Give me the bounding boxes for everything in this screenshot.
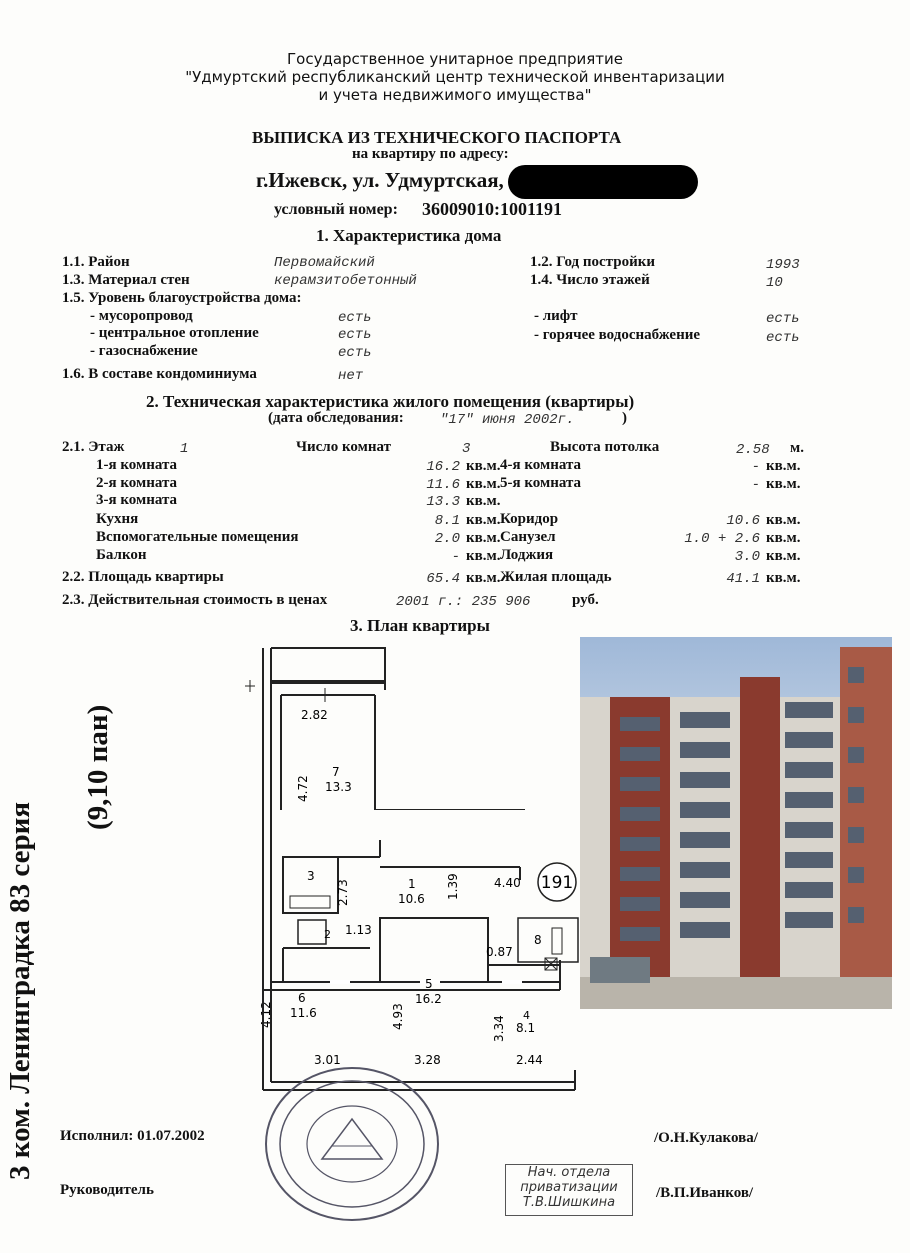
district-label: 1.1. Район [62, 254, 130, 270]
lift-value: есть [766, 311, 800, 327]
building-photo [580, 637, 892, 1009]
r6-number: 6 [298, 991, 306, 1005]
executor-name: /О.Н.Кулакова/ [654, 1130, 758, 1146]
aux-value: 2.0 [434, 531, 460, 547]
balcony-unit: кв.м. [466, 548, 501, 564]
cost-unit: руб. [572, 592, 599, 608]
room3-label: 3-я комната [96, 492, 178, 508]
executed-label: Исполнил: 01.07.2002 [60, 1128, 205, 1144]
r4-area: 8.1 [516, 1021, 536, 1035]
floor-value: 1 [180, 441, 189, 457]
stamp-line-1: Нач. отдела [527, 1165, 611, 1180]
r1-width: 4.40 [494, 876, 521, 890]
org-line-2: "Удмуртский республиканский центр технической инвентаризации [185, 68, 725, 86]
r5-height: 4.93 [391, 1003, 405, 1030]
r7-height: 4.72 [296, 775, 310, 802]
r1-height: 1.39 [446, 873, 460, 900]
heating-value: есть [338, 327, 372, 343]
total-label: 2.2. Площадь квартиры [62, 569, 224, 585]
gas-label: - газоснабжение [90, 343, 198, 359]
room5-label: 5-я комната [500, 475, 582, 491]
section1-title: 1. Характеристика дома [316, 226, 502, 245]
total-value: 65.4 [426, 571, 460, 587]
room4-unit: кв.м. [766, 458, 801, 474]
aux-unit: кв.м. [466, 530, 501, 546]
kitchen-unit: кв.м. [466, 512, 501, 528]
r1-area: 10.6 [398, 892, 425, 906]
total-unit: кв.м. [466, 570, 501, 586]
corridor-value: 10.6 [726, 513, 760, 529]
floor-plan-labels-upper [235, 640, 580, 815]
privatization-stamp [505, 1164, 633, 1216]
living-label: Жилая площадь [500, 569, 612, 585]
condo-value: нет [338, 368, 364, 384]
org-line-1: Государственное унитарное предприятие [287, 50, 623, 68]
r3-height: 2.73 [336, 879, 350, 906]
room1-label: 1-я комната [96, 457, 178, 473]
aux-label: Вспомогательные помещения [96, 529, 299, 545]
plan-badge-number: 191 [540, 873, 574, 893]
cost-value: 2001 г.: 235 906 [396, 594, 531, 610]
room3-value: 13.3 [426, 494, 460, 510]
floors-value: 10 [766, 275, 783, 291]
room2-label: 2-я комната [96, 475, 178, 491]
side-title-line2: (9,10 пан) [82, 704, 114, 830]
r7-width: 2.82 [301, 708, 328, 722]
r7-area: 13.3 [325, 780, 352, 794]
year-value: 1993 [766, 257, 800, 273]
kitchen-label: Кухня [96, 511, 139, 527]
r6-height: 4.12 [259, 1001, 273, 1028]
r2-number: 2 [324, 928, 331, 941]
district-value: Первомайский [274, 255, 375, 271]
hotwater-label: - горячее водоснабжение [534, 327, 701, 343]
ceiling-unit: м. [790, 440, 804, 456]
corridor-unit: кв.м. [766, 512, 801, 528]
r6-width: 3.01 [314, 1053, 341, 1067]
floors-label: 1.4. Число этажей [530, 272, 650, 288]
garbage-value: есть [338, 310, 372, 326]
side-title-line1: 3 ком. Ленинградка 83 серия [4, 801, 36, 1180]
r3-number: 3 [307, 869, 315, 883]
org-line-3: и учета недвижимого имущества" [318, 86, 592, 104]
loggia-value: 3.0 [734, 549, 760, 565]
year-label: 1.2. Год постройки [530, 254, 656, 270]
head-name: /В.П.Иванков/ [656, 1185, 754, 1201]
gas-value: есть [338, 345, 372, 361]
survey-date: "17" июня 2002г. [440, 412, 575, 428]
r1-number: 1 [408, 877, 416, 891]
rooms-value: 3 [462, 441, 471, 457]
section2-title: 2. Техническая характеристика жилого помещения (квартиры) [146, 392, 635, 411]
loggia-label: Лоджия [500, 547, 554, 563]
r4-number: 4 [523, 1009, 530, 1022]
r8-number: 8 [534, 933, 542, 947]
rooms-label: Число комнат [296, 439, 391, 455]
heating-label: - центральное отопление [90, 325, 259, 341]
bath-label: Санузел [500, 529, 556, 545]
r8-width: 0.87 [486, 945, 513, 959]
kitchen-value: 8.1 [434, 513, 460, 529]
section3-title: 3. План квартиры [350, 616, 490, 635]
garbage-label: - мусоропровод [90, 308, 193, 324]
room1-unit: кв.м. [466, 458, 501, 474]
room2-unit: кв.м. [466, 476, 501, 492]
address: г.Ижевск, ул. Удмуртская, [256, 168, 504, 192]
r2-width: 1.13 [345, 923, 372, 937]
official-seal [262, 1064, 442, 1224]
room5-value: - [751, 477, 760, 493]
condo-label: 1.6. В составе кондоминиума [62, 366, 257, 382]
walls-label: 1.3. Материал стен [62, 272, 190, 288]
stamp-line-2: приватизации [520, 1180, 618, 1195]
room1-value: 16.2 [426, 459, 460, 475]
living-unit: кв.м. [766, 570, 801, 586]
r7-number: 7 [332, 765, 340, 779]
r6-area: 11.6 [290, 1006, 317, 1020]
amenity-label: 1.5. Уровень благоустройства дома: [62, 290, 302, 306]
bath-value: 1.0 + 2.6 [684, 531, 760, 547]
room5-unit: кв.м. [766, 476, 801, 492]
ceiling-value: 2.58 [736, 442, 770, 458]
floor-label: 2.1. Этаж [62, 439, 125, 455]
balcony-value: - [451, 549, 460, 565]
lift-label: - лифт [534, 308, 578, 324]
document-title: ВЫПИСКА ИЗ ТЕХНИЧЕСКОГО ПАСПОРТА [252, 128, 622, 147]
survey-prefix: (дата обследования: [268, 410, 404, 426]
cond-number-label: условный номер: [274, 201, 398, 218]
cost-label: 2.3. Действительная стоимость в ценах [62, 592, 328, 608]
cond-number: 36009010:1001191 [422, 199, 563, 219]
r5-width: 3.28 [414, 1053, 441, 1067]
corridor-label: Коридор [500, 511, 559, 527]
hotwater-value: есть [766, 330, 800, 346]
survey-suffix: ) [622, 410, 627, 426]
r5-area: 16.2 [415, 992, 442, 1006]
loggia-unit: кв.м. [766, 548, 801, 564]
head-label: Руководитель [60, 1182, 154, 1198]
r5-number: 5 [425, 977, 433, 991]
r4-width: 2.44 [516, 1053, 543, 1067]
r4-height: 3.34 [492, 1015, 506, 1042]
room3-unit: кв.м. [466, 493, 501, 509]
room4-label: 4-я комната [500, 457, 582, 473]
document-subtitle: на квартиру по адресу: [352, 146, 509, 162]
stamp-line-3: Т.В.Шишкина [522, 1195, 616, 1210]
walls-value: керамзитобетонный [274, 273, 417, 289]
balcony-label: Балкон [96, 547, 147, 563]
room4-value: - [751, 459, 760, 475]
building-facade-illustration [580, 637, 892, 1009]
living-value: 41.1 [726, 571, 760, 587]
ceiling-label: Высота потолка [550, 439, 660, 455]
bath-unit: кв.м. [766, 530, 801, 546]
room2-value: 11.6 [426, 477, 460, 493]
redacted-address-part [508, 165, 698, 199]
